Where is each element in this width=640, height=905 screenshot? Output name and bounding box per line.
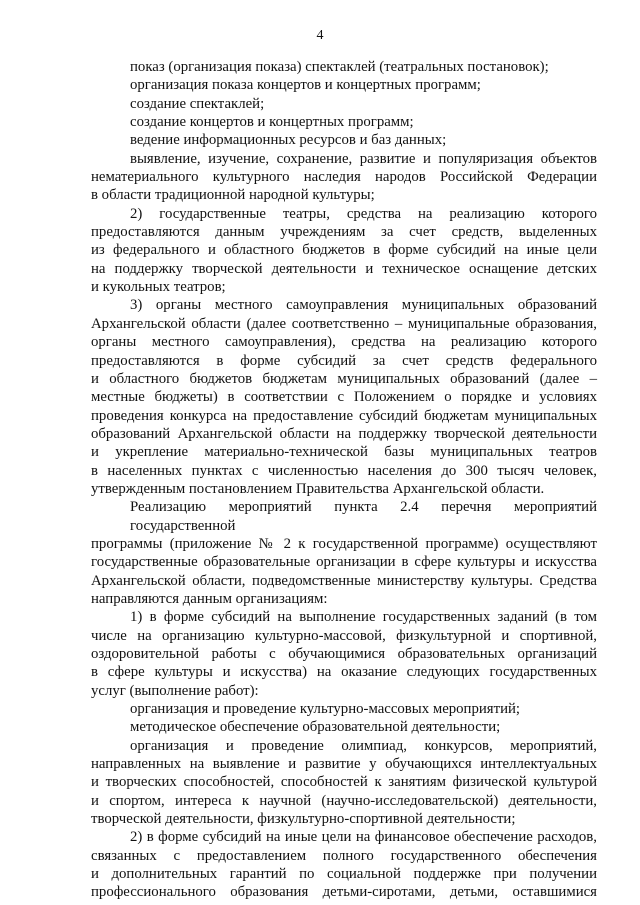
text-line: и дополнительных гарантий по социальной поддержке при получении	[91, 866, 597, 883]
text-line: нематериального культурного наследия народов Российской Федерации	[91, 169, 597, 186]
text-line: в сфере культуры и искусства) на оказание следующих государственных	[91, 664, 597, 681]
text-line: образований Архангельской области на поддержку творческой деятельности	[91, 425, 597, 442]
text-line: связанных с предоставлением полного государственного обеспечения	[91, 847, 597, 864]
text-line: направленных на выявление и развитие у обучающихся интеллектуальных	[91, 756, 597, 773]
text-line: профессионального образования детьми-сиротами, детьми, оставшимися	[91, 884, 597, 901]
text-line: в населенных пунктах с численностью населения до 300 тысяч человек,	[91, 462, 597, 479]
text-line: ведение информационных ресурсов и баз данных;	[130, 132, 447, 149]
text-line: Архангельской области (далее соответственно – муниципальные образования,	[91, 315, 597, 332]
text-line: на поддержку творческой деятельности и техническое оснащение детских	[91, 260, 597, 277]
text-line: 2) государственные театры, средства на реализацию которого	[130, 205, 597, 222]
text-line: Архангельской области, подведомственные министерству культуры. Средства	[91, 572, 597, 589]
text-line: предоставляются в форме субсидий за счет средств федерального	[91, 352, 597, 369]
text-line: 1) в форме субсидий на выполнение государственных заданий (в том	[130, 609, 597, 626]
text-line: показ (организация показа) спектаклей (театральных постановок);	[130, 59, 549, 75]
text-line: и областного бюджетов бюджетам муниципальных образований (далее –	[91, 370, 597, 387]
text-line: предоставляются данным учреждениям за счет средств, выделенных	[91, 224, 597, 241]
text-line: программы (приложение № 2 к государственной программе) осуществляют	[91, 535, 597, 552]
text-line: проведения конкурса на предоставление субсидий бюджетам муниципальных	[91, 407, 597, 424]
text-line: методическое обеспечение образовательной деятельности;	[130, 719, 501, 736]
text-line: услуг (выполнение работ):	[91, 682, 259, 699]
text-line: органы местного самоуправления), средства на реализацию которого	[91, 334, 597, 351]
page-number: 4	[316, 28, 324, 43]
text-line: и укрепление материально-технической базы муниципальных театров	[91, 444, 597, 461]
text-line: государственные образовательные организации в сфере культуры и искусства	[91, 554, 597, 571]
text-line: 3) органы местного самоуправления муниципальных образований	[130, 297, 597, 314]
text-line: создание спектаклей;	[130, 95, 265, 112]
text-line: организация и проведение олимпиад, конкурсов, мероприятий,	[130, 737, 597, 754]
text-line: организация показа концертов и концертных программ;	[130, 77, 481, 94]
text-line: организация и проведение культурно-массовых мероприятий;	[130, 701, 521, 718]
text-line: и кукольных театров;	[91, 279, 226, 296]
text-line: числе на организацию культурно-массовой, физкультурной и спортивной,	[91, 627, 597, 644]
text-line: утвержденным постановлением Правительства Архангельской области.	[91, 480, 545, 497]
text-line: в области традиционной народной культуры;	[91, 187, 375, 204]
text-line: направляются данным организациям:	[91, 590, 328, 607]
text-line: и творческих способностей, способностей к занятиям физической культурой	[91, 774, 597, 791]
document-body	[91, 58, 597, 902]
text-line: оздоровительной работы с обучающимися образовательных организаций	[91, 646, 597, 662]
text-line: 2) в форме субсидий на иные цели на финансовое обеспечение расходов,	[130, 829, 597, 846]
text-line: творческой деятельности, физкультурно-спортивной деятельности;	[91, 811, 516, 828]
text-line: местные бюджеты) в соответствии с Положением о порядке и условиях	[91, 389, 597, 406]
text-line: из федерального и областного бюджетов в форме субсидий на иные цели	[91, 242, 597, 259]
text-line: выявление, изучение, сохранение, развитие и популяризация объектов	[130, 150, 597, 167]
text-line: Реализацию мероприятий пункта 2.4 перечня мероприятий государственной	[130, 499, 597, 534]
text-line: и спортом, интереса к научной (научно-исследовательской) деятельности,	[91, 792, 597, 809]
text-line: создание концертов и концертных программ;	[130, 114, 414, 131]
